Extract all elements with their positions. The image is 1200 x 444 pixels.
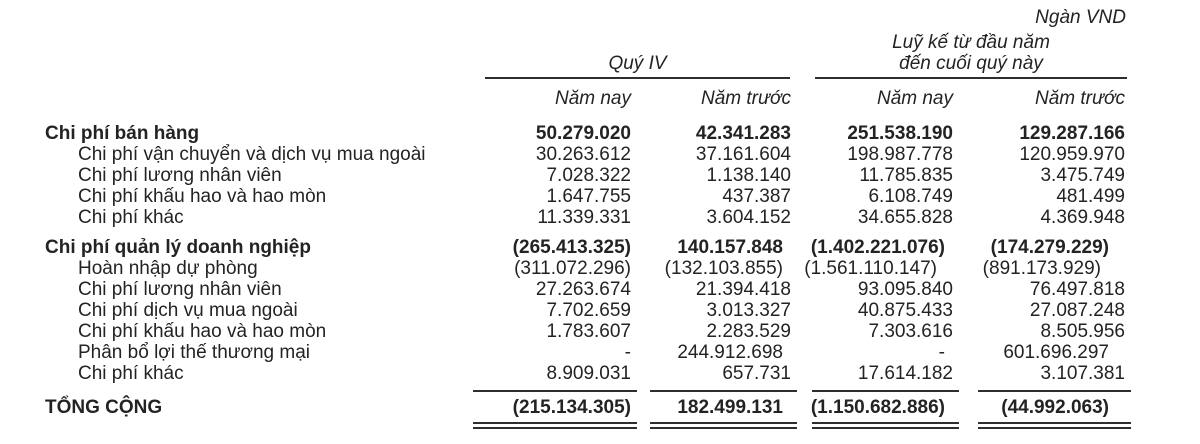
- cell-value: (265.413.325): [512, 237, 631, 258]
- cell-value: 11.339.331: [537, 207, 631, 228]
- double-rule-segment: [978, 422, 1131, 429]
- rule-segment: [812, 390, 959, 392]
- table-row: [0, 300, 1200, 321]
- cell-value: 34.655.828: [857, 207, 953, 228]
- cell-value: 437.387: [722, 186, 791, 207]
- cell-value: (311.072.296): [514, 258, 631, 279]
- cell-value: 2.283.529: [706, 321, 791, 342]
- double-rule-segment: [812, 422, 959, 429]
- cell-value: (891.173.929): [982, 258, 1101, 279]
- cell-value: 11.785.835: [859, 165, 953, 186]
- cell-value: 7.028.322: [546, 165, 631, 186]
- column-header: Năm nay: [554, 88, 631, 109]
- cell-value: 8.909.031: [546, 363, 631, 384]
- rule-segment: [473, 390, 637, 392]
- table-row: [0, 165, 1200, 186]
- total-label: TỔNG CỘNG: [45, 397, 163, 418]
- total-value: (1.150.682.886): [810, 397, 945, 418]
- row-label: Chi phí khác: [78, 363, 184, 384]
- cell-value: 8.505.956: [1040, 321, 1125, 342]
- cell-value: 50.279.020: [535, 123, 631, 144]
- table-row: [0, 144, 1200, 165]
- cell-value: 7.702.659: [546, 300, 631, 321]
- cell-value: 3.013.327: [706, 300, 791, 321]
- cell-value: (1.561.110.147): [804, 258, 937, 279]
- cell-value: -: [938, 342, 945, 363]
- cell-value: 1.138.140: [706, 165, 791, 186]
- row-label: Chi phí lương nhân viên: [78, 279, 282, 300]
- cell-value: 37.161.604: [695, 144, 791, 165]
- cell-value: 17.614.182: [857, 363, 953, 384]
- cell-value: (1.402.221.076): [810, 237, 945, 258]
- rule-segment: [650, 390, 797, 392]
- cell-value: 27.087.248: [1029, 300, 1125, 321]
- double-rule-segment: [650, 422, 797, 429]
- rule-spacer: [0, 390, 473, 392]
- column-header: Năm trước: [700, 88, 791, 109]
- unit-label: Ngàn VND: [1035, 7, 1126, 28]
- col-group-ytd-line2: đến cuối quý này: [899, 53, 1043, 74]
- cell-value: 42.341.283: [695, 123, 791, 144]
- col-group-ytd-line1: Luỹ kế từ đầu năm: [892, 32, 1050, 53]
- grand-total-double-rule: [0, 422, 1200, 429]
- row-label: Chi phí dịch vụ mua ngoài: [78, 300, 298, 321]
- table-body: [0, 123, 1200, 429]
- cell-value: 76.497.818: [1029, 279, 1125, 300]
- cell-value: -: [624, 342, 631, 363]
- table-row: [0, 207, 1200, 228]
- table-row: [0, 279, 1200, 300]
- table-row: [0, 123, 1200, 144]
- cell-value: 3.107.381: [1040, 363, 1125, 384]
- row-label: Chi phí vận chuyển và dịch vụ mua ngoài: [78, 144, 426, 165]
- cell-value: 657.731: [722, 363, 791, 384]
- column-header: Năm trước: [1034, 88, 1125, 109]
- cell-value: 3.475.749: [1040, 165, 1125, 186]
- column-header: Năm nay: [876, 88, 953, 109]
- table-row: [0, 363, 1200, 384]
- table-row: [0, 321, 1200, 342]
- row-label: Chi phí khấu hao và hao mòn: [78, 321, 327, 342]
- cell-value: 3.604.152: [706, 207, 791, 228]
- table-row: [0, 342, 1200, 363]
- cell-value: 140.157.848: [677, 237, 783, 258]
- cell-value: (174.279.229): [990, 237, 1109, 258]
- cell-value: 6.108.749: [868, 186, 953, 207]
- total-value: (44.992.063): [1001, 397, 1109, 418]
- total-value: 182.499.131: [677, 397, 783, 418]
- cell-value: 198.987.778: [847, 144, 953, 165]
- row-label: Chi phí lương nhân viên: [78, 165, 282, 186]
- cell-value: 40.875.433: [857, 300, 953, 321]
- rule-segment: [978, 390, 1131, 392]
- cell-value: 1.647.755: [546, 186, 631, 207]
- row-label: Chi phí quản lý doanh nghiệp: [45, 237, 311, 258]
- row-label: Hoàn nhập dự phòng: [78, 258, 258, 279]
- row-label: Phân bổ lợi thế thương mại: [78, 342, 310, 363]
- subtotal-rule: [0, 390, 1200, 392]
- cell-value: 21.394.418: [695, 279, 791, 300]
- cell-value: 1.783.607: [546, 321, 631, 342]
- table-row: [0, 258, 1200, 279]
- table-row: [0, 186, 1200, 207]
- rule-spacer: [0, 422, 473, 429]
- cell-value: (132.103.855): [664, 258, 783, 279]
- row-label: Chi phí khác: [78, 207, 184, 228]
- total-value: (215.134.305): [512, 397, 631, 418]
- column-header-row: [0, 88, 1200, 109]
- total-row: [0, 397, 1200, 418]
- cell-value: 27.263.674: [535, 279, 631, 300]
- cell-value: 120.959.970: [1019, 144, 1125, 165]
- col-group-ytd: [815, 32, 1127, 74]
- cell-value: 4.369.948: [1040, 207, 1125, 228]
- cell-value: 93.095.840: [857, 279, 953, 300]
- cell-value: 30.263.612: [535, 144, 631, 165]
- cell-value: 251.538.190: [847, 123, 953, 144]
- cell-value: 129.287.166: [1019, 123, 1125, 144]
- col-group-quarter: Quý IV: [608, 53, 667, 74]
- row-label: Chi phí khấu hao và hao mòn: [78, 186, 327, 207]
- col-group-quarter-rule: [485, 77, 790, 79]
- double-rule-segment: [473, 422, 637, 429]
- col-group-ytd-rule: [815, 77, 1127, 79]
- row-label: Chi phí bán hàng: [45, 123, 200, 144]
- cell-value: 7.303.616: [868, 321, 953, 342]
- cell-value: 601.696.297: [1003, 342, 1109, 363]
- table-row: [0, 237, 1200, 258]
- cell-value: 244.912.698: [677, 342, 783, 363]
- column-header-spacer: [0, 88, 473, 109]
- cell-value: 481.499: [1056, 186, 1125, 207]
